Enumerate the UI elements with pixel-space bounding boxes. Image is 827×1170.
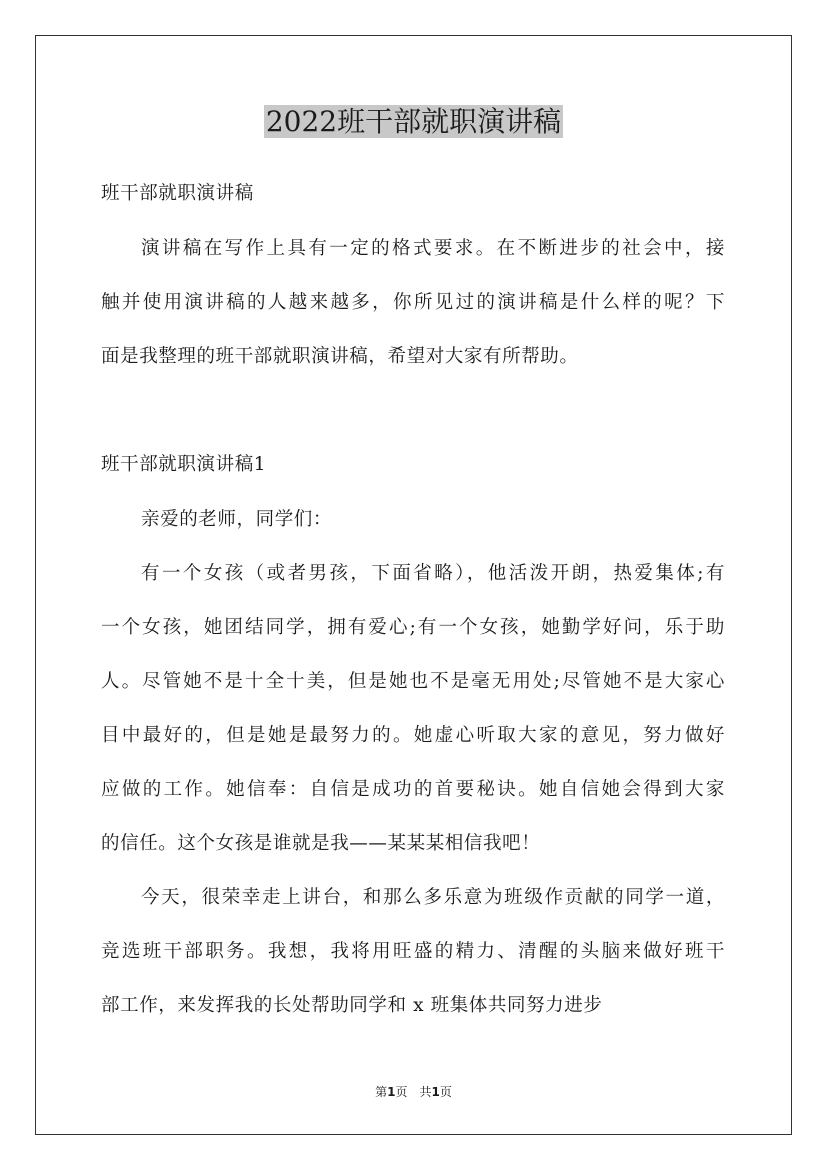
intro-line: 演讲稿在写作上具有一定的格式要求。在不断进步的社会中，接 <box>141 238 725 259</box>
footer-prefix: 第 <box>375 1085 388 1099</box>
paragraph-line: 部工作，来发挥我的长处帮助同学和 x 班集体共同努力进步 <box>101 995 603 1016</box>
paragraph-line: 今天，很荣幸走上讲台，和那么多乐意为班级作贡献的同学一道， <box>141 887 725 908</box>
footer-current-page: 1 <box>387 1085 396 1099</box>
intro-line: 面是我整理的班干部就职演讲稿，希望对大家有所帮助。 <box>101 346 579 367</box>
section-heading: 班干部就职演讲稿1 <box>101 454 267 475</box>
footer-suffix: 页 <box>439 1085 452 1099</box>
intro-line: 触并使用演讲稿的人越来越多，你所见过的演讲稿是什么样的呢？下 <box>101 292 725 313</box>
paragraph-line: 目中最好的，但是她是最努力的。她虚心听取大家的意见，努力做好 <box>101 725 725 746</box>
greeting: 亲爱的老师，同学们： <box>141 509 333 530</box>
paragraph-line: 有一个女孩（或者男孩，下面省略），他活泼开朗，热爱集体;有 <box>141 563 725 584</box>
document-title <box>0 102 827 142</box>
paragraph-line: 应做的工作。她信奉：自信是成功的首要秘诀。她自信她会得到大家 <box>101 779 725 800</box>
document-title-text: 2022班干部就职演讲稿 <box>265 105 562 138</box>
page-footer <box>0 1084 827 1100</box>
paragraph-line: 竞选班干部职务。我想，我将用旺盛的精力、清醒的头脑来做好班干 <box>101 941 725 962</box>
footer-mid: 页 共 <box>395 1085 432 1099</box>
paragraph-line: 人。尽管她不是十全十美，但是她也不是毫无用处;尽管她不是大家心 <box>101 671 725 692</box>
paragraph-line: 一个女孩，她团结同学，拥有爱心;有一个女孩，她勤学好问，乐于助 <box>101 617 725 638</box>
paragraph-line: 的信任。这个女孩是谁就是我——某某某相信我吧！ <box>101 833 541 854</box>
document-subtitle: 班干部就职演讲稿 <box>101 183 254 204</box>
footer-total-pages: 1 <box>431 1085 440 1099</box>
